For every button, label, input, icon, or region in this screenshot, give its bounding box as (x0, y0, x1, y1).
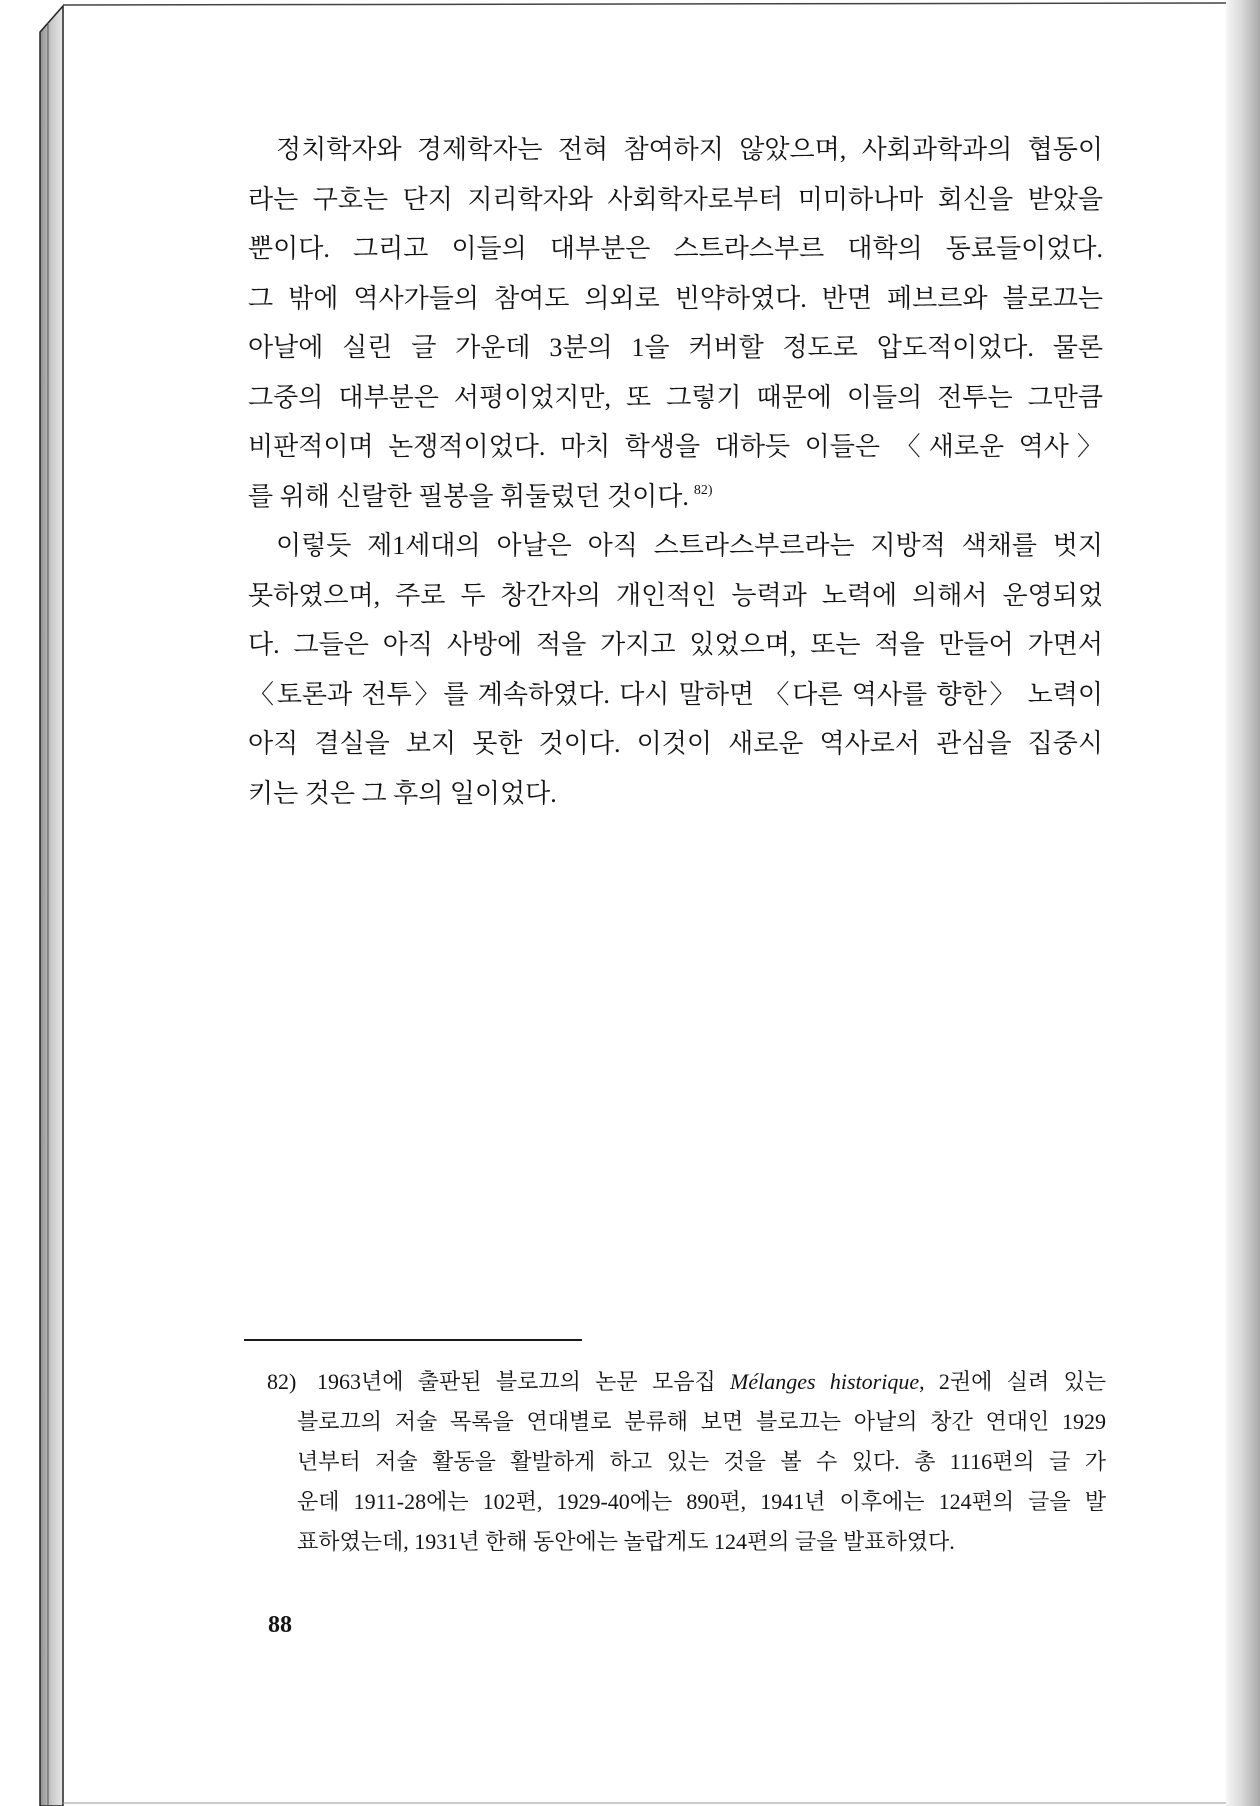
paragraph (248, 521, 1103, 818)
footnote-line: 운데 1911-28에는 102편, 1929-40에는 890편, 1941년 이후에는 124편의 글을 발 (297, 1489, 1106, 1514)
paragraph (248, 125, 1103, 521)
page-edge-left (40, 6, 63, 1806)
page-top-edge (63, 3, 1226, 5)
body-text-line: 아날에 실린 글 가운데 3분의 1을 커버할 정도로 압도적이었다. 물론 (248, 333, 1103, 362)
footnote (267, 1362, 1106, 1562)
body-text-line: 뿐이다. 그리고 이들의 대부분은 스트라스부르 대학의 동료들이었다. (248, 234, 1103, 263)
body-text-line-content: 를 위해 신랄한 필봉을 휘둘렀던 것이다. (248, 481, 689, 511)
body-text-line: 아직 결실을 보지 못한 것이다. 이것이 새로운 역사로서 관심을 집중시 (248, 729, 1103, 758)
body-text-line: 비판적이며 논쟁적이었다. 마치 학생을 대하듯 이들은 〈새로운 역사〉 (248, 432, 1103, 461)
footnote-separator (244, 1339, 582, 1341)
footnote-line (267, 1362, 1106, 1402)
body-text (248, 125, 1103, 818)
body-text-line: 정치학자와 경제학자는 전혀 참여하지 않았으며, 사회과학과의 협동이 (276, 135, 1103, 164)
page-number: 88 (268, 1612, 292, 1638)
footnote-reference: 82) (693, 482, 713, 498)
footnote-line: 블로끄의 저술 목록을 연대별로 분류해 보면 블로끄는 아날의 창간 연대인 1929 (297, 1409, 1106, 1434)
body-text-line: 그 밖에 역사가들의 참여도 의외로 빈약하였다. 반면 페브르와 블로끄는 (248, 283, 1103, 313)
body-text-line: 라는 구호는 단지 지리학자와 사회학자로부터 미미하나마 회신을 받았을 (248, 184, 1103, 214)
footnote-text: 1963년에 출판된 블로끄의 논문 모음집 (317, 1369, 731, 1394)
body-text-line (248, 472, 1103, 522)
body-text-line: 못하였으며, 주로 두 창간자의 개인적인 능력과 노력에 의해서 운영되었 (248, 580, 1103, 610)
body-text-line: 다. 그들은 아직 사방에 적을 가지고 있었으며, 또는 적을 만들어 가면서 (248, 630, 1103, 659)
body-text-line: 그중의 대부분은 서평이었지만, 또 그렇기 때문에 이들의 전투는 그만큼 (248, 382, 1103, 412)
body-text-line: 키는 것은 그 후의 일이었다. (248, 778, 557, 808)
footnote-line: 년부터 저술 활동을 활발하게 하고 있는 것을 볼 수 있다. 총 1116편의 글 가 (297, 1449, 1106, 1474)
footnote-title-italic: Mélanges historique (730, 1369, 920, 1394)
footnote-label: 82) (267, 1369, 297, 1394)
body-text-line: 이렇듯 제1세대의 아날은 아직 스트라스부르라는 지방적 색채를 벗지 (276, 531, 1103, 560)
footnote-text: , 2권에 실려 있는 (919, 1369, 1107, 1394)
body-text-line: 〈토론과 전투〉를 계속하였다. 다시 말하면 〈다른 역사를 향한〉 노력이 (248, 679, 1103, 709)
page-shadow-right (1226, 0, 1260, 1806)
footnote-line: 표하였는데, 1931년 한해 동안에는 놀랍게도 124편의 글을 발표하였다. (297, 1529, 955, 1554)
